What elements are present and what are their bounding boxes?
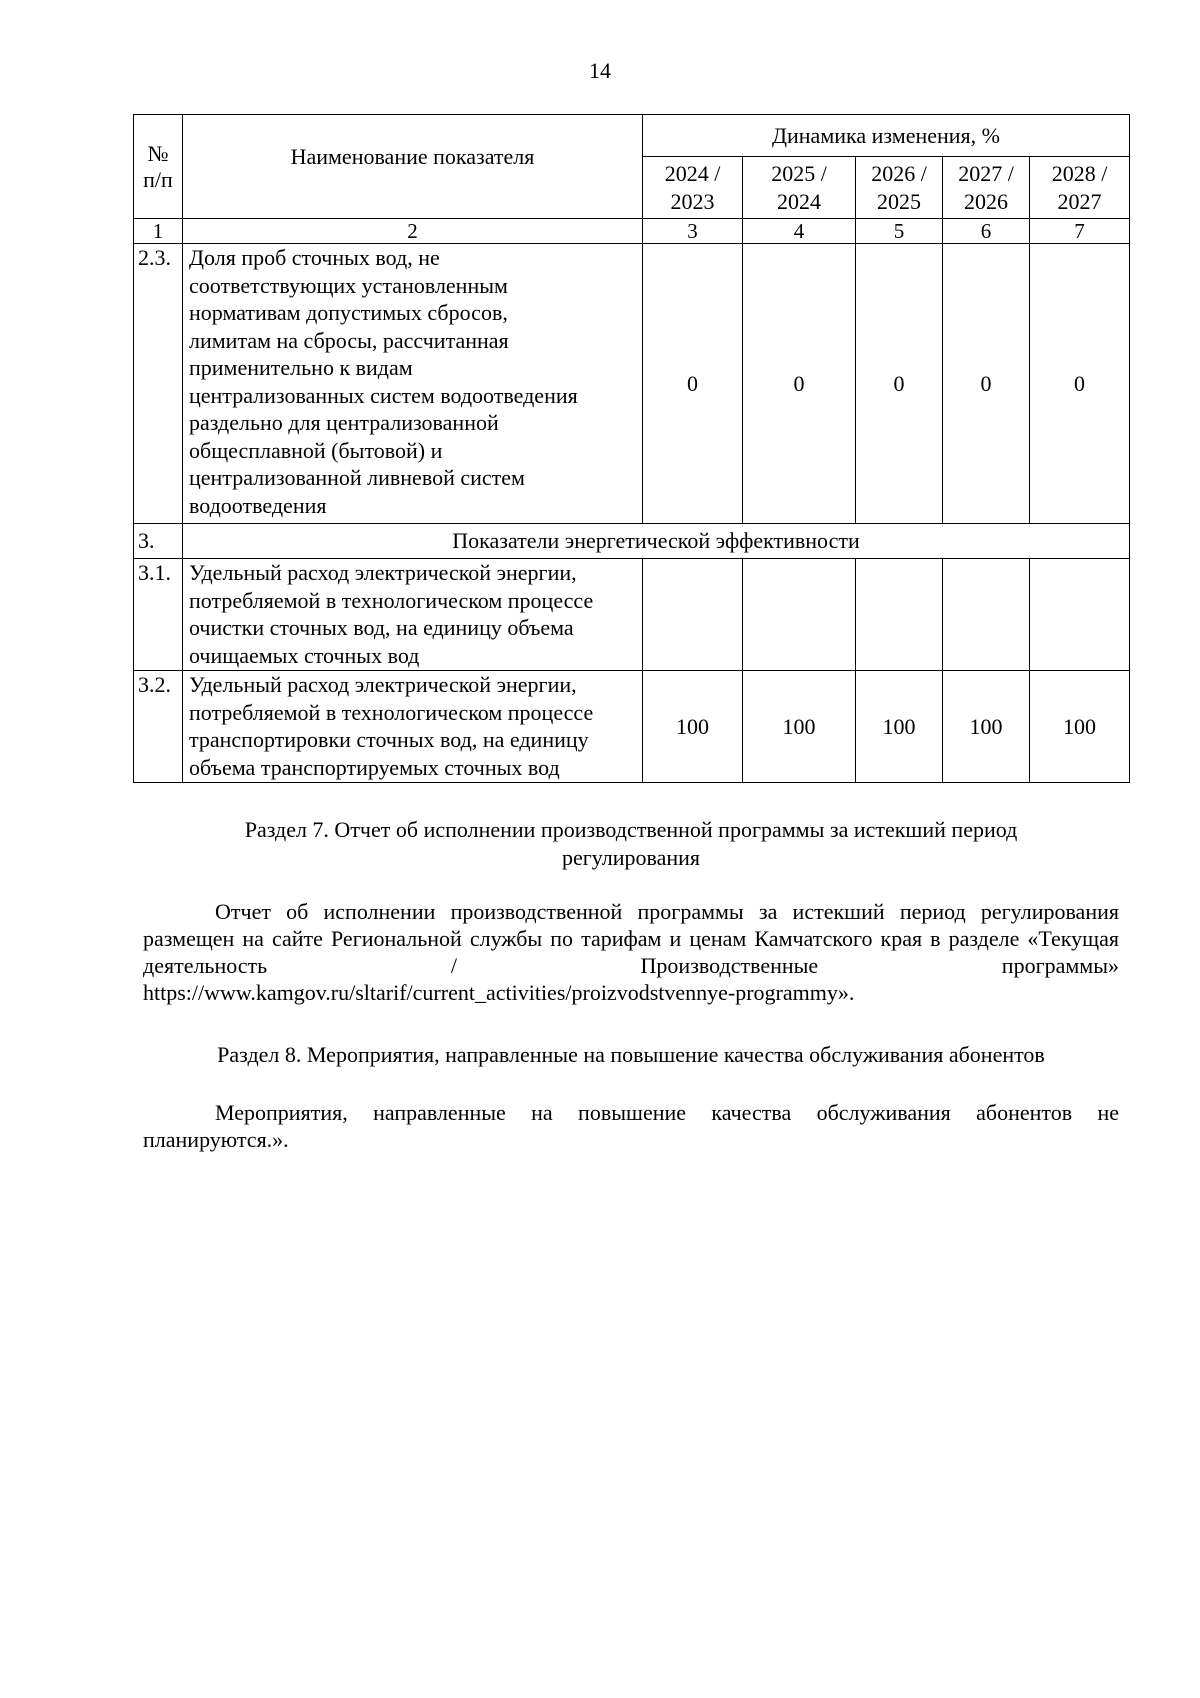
row-value: 0 — [643, 244, 743, 524]
page-number: 14 — [589, 58, 611, 83]
row-value — [943, 559, 1030, 671]
header-dynamics: Динамика изменения, % — [643, 115, 1130, 157]
index-cell: 6 — [943, 219, 1030, 244]
row-value — [743, 559, 856, 671]
row-value — [643, 559, 743, 671]
row-name: Доля проб сточных вод, не соответствующих установленным нормативам допустимых сбросов, лимитам на сбросы, рассчитанная применительно к видам централизованных систем водоотведения раздельно для централизованной общесплавной (бытовой) и централизованной ливневой систем водоотведения — [183, 244, 643, 524]
row-num: 3. — [134, 524, 183, 559]
row-num: 3.1. — [134, 559, 183, 671]
section8-title: Раздел 8. Мероприятия, направленные на повышение качества обслуживания абонентов — [217, 1042, 1045, 1067]
row-name: Удельный расход электрической энергии, потребляемой в технологическом процессе транспортировки сточных вод, на единицу объема транспортируемых сточных вод — [183, 671, 643, 783]
row-value — [856, 559, 943, 671]
row-value: 0 — [743, 244, 856, 524]
row-value: 0 — [856, 244, 943, 524]
table-section-row — [134, 524, 1130, 559]
index-cell: 5 — [856, 219, 943, 244]
section8-text — [143, 1099, 1119, 1153]
header-year: 2024 / 2023 — [643, 157, 743, 219]
row-value: 100 — [1030, 671, 1130, 783]
row-value: 0 — [1030, 244, 1130, 524]
section7-text-content: Отчет об исполнении производственной программы за истекший период регулирования размещен на сайте Региональной службы по тарифам и ценам Камчатского края в разделе «Текущая деятельность / Производственные программы» https://www.kamgov.ru/sltarif/current_activities/proizvodstvennye-programmy». — [143, 899, 1119, 1005]
row-value: 100 — [856, 671, 943, 783]
header-year: 2026 / 2025 — [856, 157, 943, 219]
table-row — [134, 244, 1130, 524]
index-cell: 2 — [183, 219, 643, 244]
section7-text — [143, 898, 1119, 1006]
row-value: 100 — [943, 671, 1030, 783]
index-cell: 7 — [1030, 219, 1130, 244]
section-heading: Показатели энергетической эффективности — [183, 524, 1130, 559]
row-value — [1030, 559, 1130, 671]
index-cell: 3 — [643, 219, 743, 244]
indicators-table — [133, 114, 1130, 783]
row-name: Удельный расход электрической энергии, потребляемой в технологическом процессе очистки сточных вод, на единицу объема очищаемых сточных вод — [183, 559, 643, 671]
row-num: 2.3. — [134, 244, 183, 524]
table-index-row — [134, 219, 1130, 244]
table-header-row — [134, 115, 1130, 157]
header-name: Наименование показателя — [183, 115, 643, 219]
table-row — [134, 559, 1130, 671]
row-num: 3.2. — [134, 671, 183, 783]
index-cell: 4 — [743, 219, 856, 244]
header-year: 2027 / 2026 — [943, 157, 1030, 219]
row-value: 100 — [743, 671, 856, 783]
header-year: 2025 / 2024 — [743, 157, 856, 219]
row-value: 100 — [643, 671, 743, 783]
row-value: 0 — [943, 244, 1030, 524]
section8-text-content: Мероприятия, направленные на повышение качества обслуживания абонентов не планируются.». — [143, 1100, 1119, 1152]
table-row — [134, 671, 1130, 783]
header-year: 2028 / 2027 — [1030, 157, 1130, 219]
section7-title: Раздел 7. Отчет об исполнении производственной программы за истекший период регулирования — [244, 817, 1018, 870]
index-cell: 1 — [134, 219, 183, 244]
header-num: № п/п — [134, 115, 183, 219]
